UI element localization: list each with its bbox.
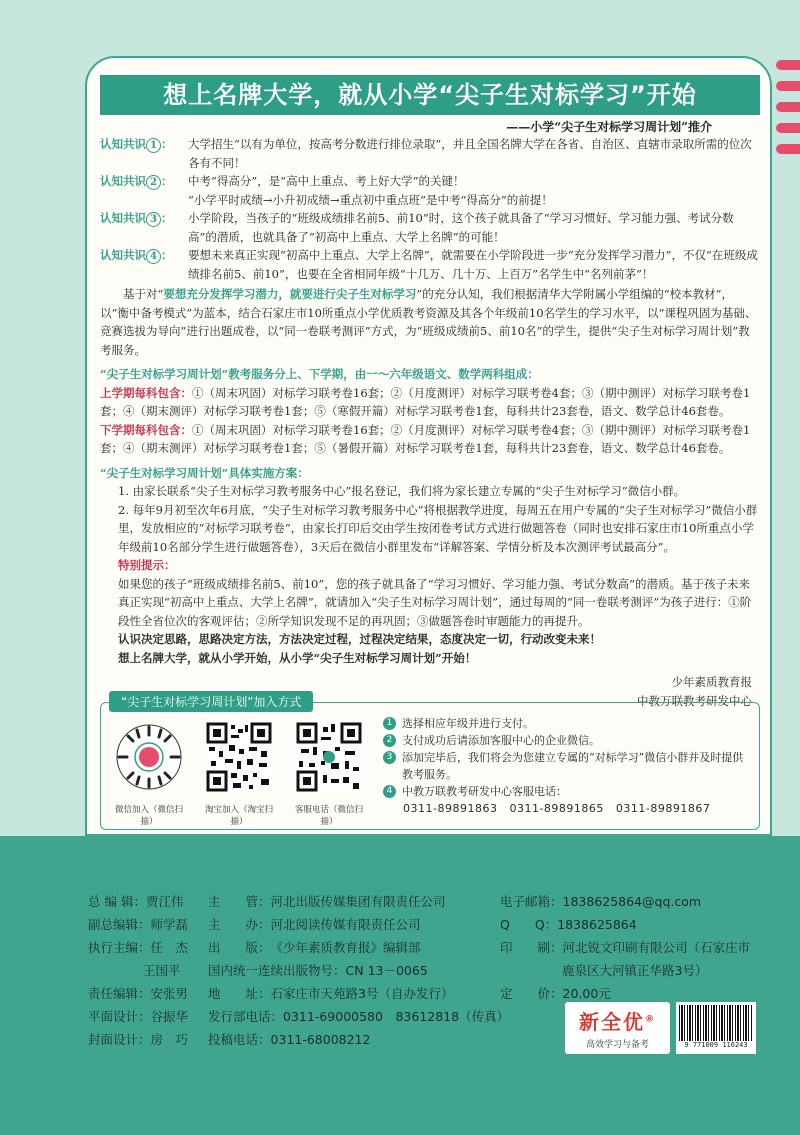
phone-number: 0311-89891863: [403, 802, 498, 815]
consensus-item: 认知共识 2 ： 中考“得高分”，是“高中上重点、考上好大学”的关键！ “小学平时成绩→小升初成绩→重点初中重点班”是中考“得高分”的前提！: [100, 172, 760, 209]
consensus-number: 1: [146, 138, 161, 153]
qr-label: 淘宝加入（淘宝扫描）: [204, 805, 273, 827]
consensus-text: 中考“得高分”，是“高中上重点、考上好大学”的关键！: [188, 174, 465, 188]
consensus-label: 认知共识: [100, 211, 146, 225]
brand-logo: 新全优® 高效学习与备考: [565, 1002, 670, 1054]
consensus-number: 3: [146, 212, 161, 227]
consensus-label: 认知共识: [100, 248, 146, 262]
consensus-label: 认知共识: [100, 174, 146, 188]
signature-line-2: 中教万联教考研发中心: [637, 693, 752, 708]
plan-title: “尖子生对标学习周计划”具体实施方案：: [100, 465, 309, 480]
semester-1-label: 上学期每科包含：: [100, 385, 192, 400]
barcode: [676, 1002, 756, 1054]
consensus-item: 认知共识 3 ： 小学阶段，当孩子的“班级成绩排名前5、前10”时，这个孩子就具备了“学习习惯好、学习能力强、考试分数高”的潜质，也就具备了“初高中上重点、大学上名牌”的可能！: [100, 209, 760, 246]
barcode-number: 9 771009 116243: [684, 1041, 748, 1049]
qr-code-icon: [205, 721, 273, 793]
consensus-item: 认知共识 4 ： 要想未来真正实现“初高中上重点、大学上名牌”，就需要在小学阶段进一步“充分发挥学习潜力”，不仅“在班级成绩排名前5、前10”，也要在全省相同年级“十几万、几十万、上百万”名学生中“名列前茅”！: [100, 246, 760, 283]
consensus-text-2: “小学平时成绩→小升初成绩→重点初中重点班”是中考“得高分”的前提！: [188, 192, 553, 207]
colophon-publisher: 主 管：河北出版传媒集团有限责任公司 主 办：河北阅读传媒有限责任公司 出 版：《少年素质教育报》编辑部 国内统一连续出版物号：CN 13－0065 地 址：石家庄市天苑路3号（自办发行） 发行部电话：0311-69000580 83612818（传真） 投稿电话：0311-68008212: [208, 894, 510, 1047]
qr-taobao[interactable]: [203, 721, 275, 827]
join-steps: [383, 715, 753, 817]
special-title: 特别提示：: [118, 558, 176, 572]
join-step: 2 支付成功后请添加客服中心的企业微信。: [383, 732, 753, 749]
main-content: [100, 135, 760, 710]
consensus-number: 2: [146, 175, 161, 190]
colophon-contact: 电子邮箱：1838625864@qq.com Q Q：1838625864 印 刷：河北锐文印刷有限公司（石家庄市 鹿泉区大河镇正华路3号） 定 价：20.00元: [500, 894, 751, 1001]
consensus-number: 4: [146, 249, 161, 264]
slogan-1: 认识决定思路，思路决定方法，方法决定过程，过程决定结果，态度决定一切，行动改变未来！: [118, 632, 601, 646]
plan-item: 1. 由家长联系“尖子生对标学习教考服务中心”报名登记，我们将为家长建立专属的“尖子生对标学习”微信小群。: [118, 484, 686, 498]
semester-2-label: 下学期每科包含：: [100, 422, 192, 437]
intro-paragraph: 基于对“要想充分发挥学习潜力，就要进行尖子生对标学习”的充分认知，我们根据清华大学附属小学组编的“校本教材”，以“衡中备考模式”为蓝本，结合石家庄市10所重点小学优质教考资源及其各个年级前10名学生的学习水平，以“课程巩固为基础、竞赛选拔为导向”进行出题成卷，以“同一卷联考测评”方式，为“班级成绩前5、前10名”的学生，提供“尖子生对标学习周计划”教考服务。: [100, 287, 757, 357]
semester-2: [100, 421, 760, 458]
intro-highlight: 要想充分发挥学习潜力，就要进行尖子生对标学习: [163, 287, 417, 301]
join-step: 3 添加完毕后，我们将会为您建立专属的“对标学习”微信小群并及时提供教考服务。: [383, 749, 753, 783]
join-box: [100, 695, 760, 830]
plan-item: 2. 每年9月初至次年6月底，“尖子生对标学习教考服务中心”将根据教学进度，每周五在用户专属的“尖子生对标学习”微信小群里，发放相应的“对标学习联考卷”，由家长打印后交由学生按闭卷考试方式进行做题答卷（同时也安排石家庄市10所重点小学年级前10名部分学生进行做题答卷），3天后在微信小群里发布“详解答案、学情分析及本次测评考试最高分”。: [118, 502, 758, 554]
consensus-text: 要想未来真正实现“初高中上重点、大学上名牌”，就需要在小学阶段进一步“充分发挥学习潜力”，不仅“在班级成绩排名前5、前10”，也要在全省相同年级“十几万、几十万、上百万”名学生中“名列前茅”！: [188, 248, 758, 281]
qr-wechat[interactable]: [113, 721, 185, 827]
colophon: [0, 836, 800, 1135]
mini-program-code-icon: [115, 721, 183, 793]
colophon-editors: 总 编 辑：贾江伟 副总编辑：师学磊 执行主编：任 杰 王国平 责任编辑：安张男 平面设计：谷振华 封面设计：房 巧: [88, 894, 189, 1047]
consensus-text: 大学招生“以有为单位，按高考分数进行排位录取”，并且全国名牌大学在各省、自治区、直辖市录取所需的位次各有不同！: [188, 137, 752, 170]
qr-row: [113, 721, 383, 827]
signature-line-1: 少年素质教育报: [671, 675, 752, 689]
semester-1: [100, 384, 760, 421]
service-phones: [383, 800, 753, 817]
qr-label: 客服电话（微信扫描）: [294, 805, 363, 827]
join-step: 1 选择相应年级并进行支付。: [383, 715, 753, 732]
barcode-bars: [679, 1005, 753, 1041]
semester-2-text: ①（周末巩固）对标学习联考卷16套；②（月度测评）对标学习联考卷4套；③（期中测评）对标学习联考卷1套；④（期末测评）对标学习联考卷1套；⑤（暑假开篇）对标学习联考卷1套，每科共计23套卷，语文、数学总计46套卷。: [100, 422, 751, 455]
consensus-label: 认知共识: [100, 137, 146, 151]
decorative-stripes: [776, 60, 800, 170]
semester-1-text: ①（周末巩固）对标学习联考卷16套；②（月度测评）对标学习联考卷4套；③（期中测评）对标学习联考卷1套；④（期末测评）对标学习联考卷1套；⑤（寒假开篇）对标学习联考卷1套，每科共计23套卷，语文、数学总计46套卷。: [100, 385, 751, 418]
phone-number: 0311-89891865: [509, 802, 604, 815]
qr-service[interactable]: [293, 721, 365, 827]
service-title: “尖子生对标学习周计划”教考服务分上、下学期，由一～六年级语文、数学两科组成：: [100, 367, 539, 381]
qr-label: 微信加入（微信扫描）: [114, 805, 183, 827]
page-title: 想上名牌大学，就从小学“尖子生对标学习”开始: [100, 75, 760, 115]
join-step: 4 中教万联教考研发中心客服电话：: [383, 783, 753, 800]
recommend-line: ——小学“尖子生对标学习周计划”推介: [506, 120, 712, 134]
special-text: 如果您的孩子“班级成绩排名前5、前10”，您的孩子就具备了“学习习惯好、学习能力强、考试分数高”的潜质。基于孩子未来真正实现“初高中上重点、大学上名牌”，就请加入“尖子生对标学习周计划”，通过每周的“同一卷联考测评”为孩子进行：①阶段性全省位次的客观评估；②所学知识发现不足的再巩固；③做题答卷时审题能力的再提升。: [118, 576, 752, 628]
join-title: “尖子生对标学习周计划”加入方式: [109, 691, 313, 712]
slogan-2: 想上名牌大学，就从小学开始，从小学“尖子生对标学习周计划”开始！: [118, 650, 477, 665]
consensus-item: 认知共识 1 ： 大学招生“以有为单位，按高考分数进行排位录取”，并且全国名牌大学在各省、自治区、直辖市录取所需的位次各有不同！: [100, 135, 760, 172]
phone-number: 0311-89891867: [615, 802, 711, 815]
qr-code-icon: [295, 721, 363, 793]
consensus-text: 小学阶段，当孩子的“班级成绩排名前5、前10”时，这个孩子就具备了“学习习惯好、学习能力强、考试分数高”的潜质，也就具备了“初高中上重点、大学上名牌”的可能！: [188, 211, 734, 244]
